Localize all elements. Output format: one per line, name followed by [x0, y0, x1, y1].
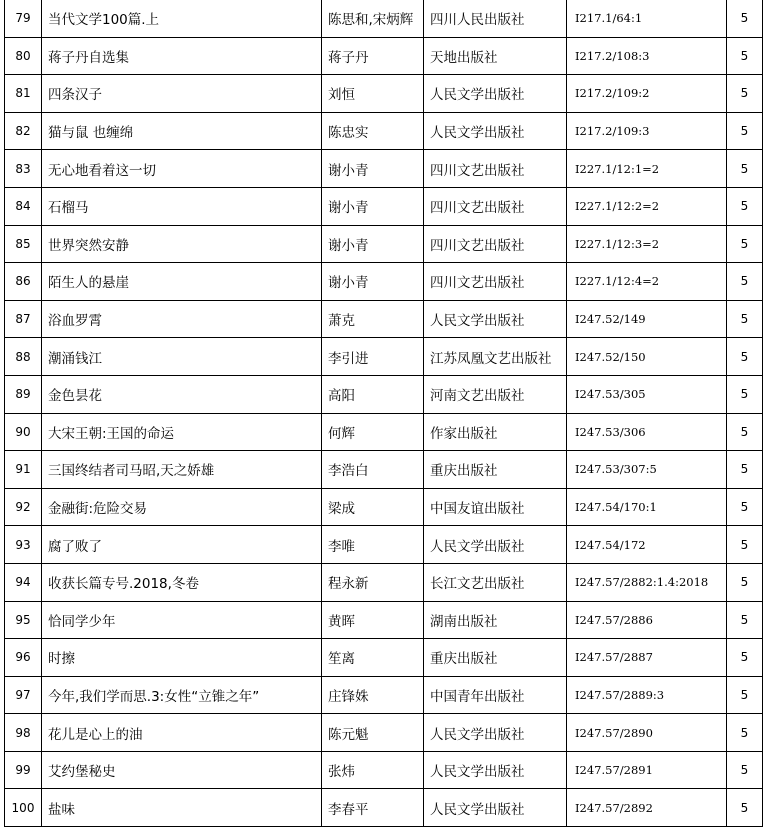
- cell-title: 盐味: [42, 789, 322, 827]
- table-row: [5, 0, 763, 37]
- cell-publisher: 人民文学出版社: [424, 751, 567, 789]
- table-row: [5, 751, 763, 789]
- cell-number: 98: [5, 714, 42, 752]
- cell-quantity: 5: [727, 601, 763, 639]
- cell-quantity: 5: [727, 751, 763, 789]
- cell-author: 蒋子丹: [322, 37, 424, 75]
- cell-author: 梁成: [322, 488, 424, 526]
- cell-quantity: 5: [727, 75, 763, 113]
- cell-publisher: 人民文学出版社: [424, 300, 567, 338]
- cell-publisher: 四川文艺出版社: [424, 225, 567, 263]
- cell-call-number: I247.57/2891: [567, 751, 727, 789]
- cell-quantity: 5: [727, 338, 763, 376]
- cell-call-number: I217.1/64:1: [567, 0, 727, 37]
- cell-number: 97: [5, 676, 42, 714]
- cell-author: 李唯: [322, 526, 424, 564]
- cell-author: 谢小青: [322, 150, 424, 188]
- cell-title: 石榴马: [42, 187, 322, 225]
- cell-author: 高阳: [322, 375, 424, 413]
- cell-quantity: 5: [727, 112, 763, 150]
- cell-call-number: I247.53/306: [567, 413, 727, 451]
- table-row: [5, 37, 763, 75]
- cell-publisher: 天地出版社: [424, 37, 567, 75]
- cell-number: 92: [5, 488, 42, 526]
- cell-title: 金融街:危险交易: [42, 488, 322, 526]
- cell-title: 花儿是心上的油: [42, 714, 322, 752]
- cell-author: 刘恒: [322, 75, 424, 113]
- table-row: [5, 75, 763, 113]
- cell-number: 90: [5, 413, 42, 451]
- table-row: [5, 338, 763, 376]
- cell-title: 大宋王朝:王国的命运: [42, 413, 322, 451]
- book-list-table: [4, 0, 763, 827]
- cell-title: 四条汉子: [42, 75, 322, 113]
- cell-number: 91: [5, 451, 42, 489]
- cell-title: 猫与鼠 也缠绵: [42, 112, 322, 150]
- cell-publisher: 四川人民出版社: [424, 0, 567, 37]
- cell-call-number: I217.2/109:3: [567, 112, 727, 150]
- cell-call-number: I227.1/12:2=2: [567, 187, 727, 225]
- cell-number: 93: [5, 526, 42, 564]
- cell-number: 99: [5, 751, 42, 789]
- cell-author: 陈元魁: [322, 714, 424, 752]
- cell-number: 81: [5, 75, 42, 113]
- cell-number: 100: [5, 789, 42, 827]
- cell-publisher: 四川文艺出版社: [424, 187, 567, 225]
- cell-publisher: 中国友谊出版社: [424, 488, 567, 526]
- table-row: [5, 225, 763, 263]
- table-row: [5, 488, 763, 526]
- cell-author: 程永新: [322, 563, 424, 601]
- table-row: [5, 714, 763, 752]
- cell-number: 82: [5, 112, 42, 150]
- cell-call-number: I217.2/108:3: [567, 37, 727, 75]
- cell-quantity: 5: [727, 187, 763, 225]
- cell-publisher: 四川文艺出版社: [424, 150, 567, 188]
- cell-quantity: 5: [727, 488, 763, 526]
- cell-call-number: I247.53/307:5: [567, 451, 727, 489]
- cell-title: 潮涌钱江: [42, 338, 322, 376]
- cell-publisher: 江苏凤凰文艺出版社: [424, 338, 567, 376]
- cell-publisher: 湖南出版社: [424, 601, 567, 639]
- table-row: [5, 263, 763, 301]
- table-row: [5, 112, 763, 150]
- cell-title: 浴血罗霄: [42, 300, 322, 338]
- cell-call-number: I247.57/2882:1.4:2018: [567, 563, 727, 601]
- cell-title: 腐了败了: [42, 526, 322, 564]
- cell-author: 庄锋姝: [322, 676, 424, 714]
- cell-number: 79: [5, 0, 42, 37]
- cell-title: 收获长篇专号.2018,冬卷: [42, 563, 322, 601]
- cell-quantity: 5: [727, 37, 763, 75]
- cell-quantity: 5: [727, 263, 763, 301]
- cell-author: 陈忠实: [322, 112, 424, 150]
- cell-author: 谢小青: [322, 263, 424, 301]
- table-row: [5, 789, 763, 827]
- cell-quantity: 5: [727, 375, 763, 413]
- cell-quantity: 5: [727, 789, 763, 827]
- cell-author: 谢小青: [322, 187, 424, 225]
- cell-number: 80: [5, 37, 42, 75]
- table-row: [5, 601, 763, 639]
- cell-call-number: I247.57/2887: [567, 639, 727, 677]
- cell-title: 艾约堡秘史: [42, 751, 322, 789]
- cell-author: 何辉: [322, 413, 424, 451]
- cell-quantity: 5: [727, 639, 763, 677]
- cell-call-number: I227.1/12:3=2: [567, 225, 727, 263]
- cell-title: 当代文学100篇.上: [42, 0, 322, 37]
- cell-title: 三国终结者司马昭,天之娇雄: [42, 451, 322, 489]
- cell-number: 87: [5, 300, 42, 338]
- table-row: [5, 563, 763, 601]
- cell-call-number: I247.54/172: [567, 526, 727, 564]
- cell-number: 83: [5, 150, 42, 188]
- cell-publisher: 中国青年出版社: [424, 676, 567, 714]
- cell-call-number: I247.53/305: [567, 375, 727, 413]
- cell-quantity: 5: [727, 714, 763, 752]
- cell-publisher: 人民文学出版社: [424, 112, 567, 150]
- cell-quantity: 5: [727, 413, 763, 451]
- cell-quantity: 5: [727, 225, 763, 263]
- cell-quantity: 5: [727, 563, 763, 601]
- cell-publisher: 作家出版社: [424, 413, 567, 451]
- cell-publisher: 长江文艺出版社: [424, 563, 567, 601]
- cell-number: 89: [5, 375, 42, 413]
- cell-call-number: I227.1/12:4=2: [567, 263, 727, 301]
- cell-publisher: 人民文学出版社: [424, 789, 567, 827]
- table-row: [5, 300, 763, 338]
- cell-call-number: I217.2/109:2: [567, 75, 727, 113]
- table-row: [5, 526, 763, 564]
- cell-number: 96: [5, 639, 42, 677]
- cell-quantity: 5: [727, 150, 763, 188]
- cell-author: 萧克: [322, 300, 424, 338]
- table-row: [5, 150, 763, 188]
- table-row: [5, 413, 763, 451]
- cell-title: 蒋子丹自选集: [42, 37, 322, 75]
- cell-call-number: I247.57/2889:3: [567, 676, 727, 714]
- table-row: [5, 375, 763, 413]
- cell-publisher: 重庆出版社: [424, 639, 567, 677]
- cell-title: 无心地看着这一切: [42, 150, 322, 188]
- cell-title: 陌生人的悬崖: [42, 263, 322, 301]
- cell-author: 李引进: [322, 338, 424, 376]
- cell-quantity: 5: [727, 676, 763, 714]
- cell-call-number: I247.57/2890: [567, 714, 727, 752]
- cell-quantity: 5: [727, 526, 763, 564]
- cell-number: 84: [5, 187, 42, 225]
- table-body: [5, 0, 763, 827]
- table-row: [5, 676, 763, 714]
- cell-author: 谢小青: [322, 225, 424, 263]
- cell-quantity: 5: [727, 300, 763, 338]
- cell-author: 张炜: [322, 751, 424, 789]
- cell-author: 黄晖: [322, 601, 424, 639]
- cell-call-number: I247.57/2892: [567, 789, 727, 827]
- cell-number: 95: [5, 601, 42, 639]
- cell-publisher: 人民文学出版社: [424, 75, 567, 113]
- cell-title: 世界突然安静: [42, 225, 322, 263]
- cell-title: 时擦: [42, 639, 322, 677]
- cell-publisher: 人民文学出版社: [424, 526, 567, 564]
- cell-call-number: I247.52/149: [567, 300, 727, 338]
- cell-publisher: 四川文艺出版社: [424, 263, 567, 301]
- table-row: [5, 187, 763, 225]
- table-row: [5, 451, 763, 489]
- cell-title: 金色昙花: [42, 375, 322, 413]
- cell-quantity: 5: [727, 0, 763, 37]
- cell-author: 李浩白: [322, 451, 424, 489]
- cell-call-number: I227.1/12:1=2: [567, 150, 727, 188]
- cell-title: 今年,我们学而思.3:女性“立锥之年”: [42, 676, 322, 714]
- cell-call-number: I247.57/2886: [567, 601, 727, 639]
- cell-publisher: 重庆出版社: [424, 451, 567, 489]
- cell-publisher: 河南文艺出版社: [424, 375, 567, 413]
- cell-number: 85: [5, 225, 42, 263]
- cell-number: 94: [5, 563, 42, 601]
- table-row: [5, 639, 763, 677]
- cell-call-number: I247.52/150: [567, 338, 727, 376]
- cell-quantity: 5: [727, 451, 763, 489]
- cell-number: 88: [5, 338, 42, 376]
- cell-author: 陈思和,宋炳辉: [322, 0, 424, 37]
- cell-author: 笙离: [322, 639, 424, 677]
- cell-call-number: I247.54/170:1: [567, 488, 727, 526]
- cell-number: 86: [5, 263, 42, 301]
- cell-title: 恰同学少年: [42, 601, 322, 639]
- cell-author: 李春平: [322, 789, 424, 827]
- cell-publisher: 人民文学出版社: [424, 714, 567, 752]
